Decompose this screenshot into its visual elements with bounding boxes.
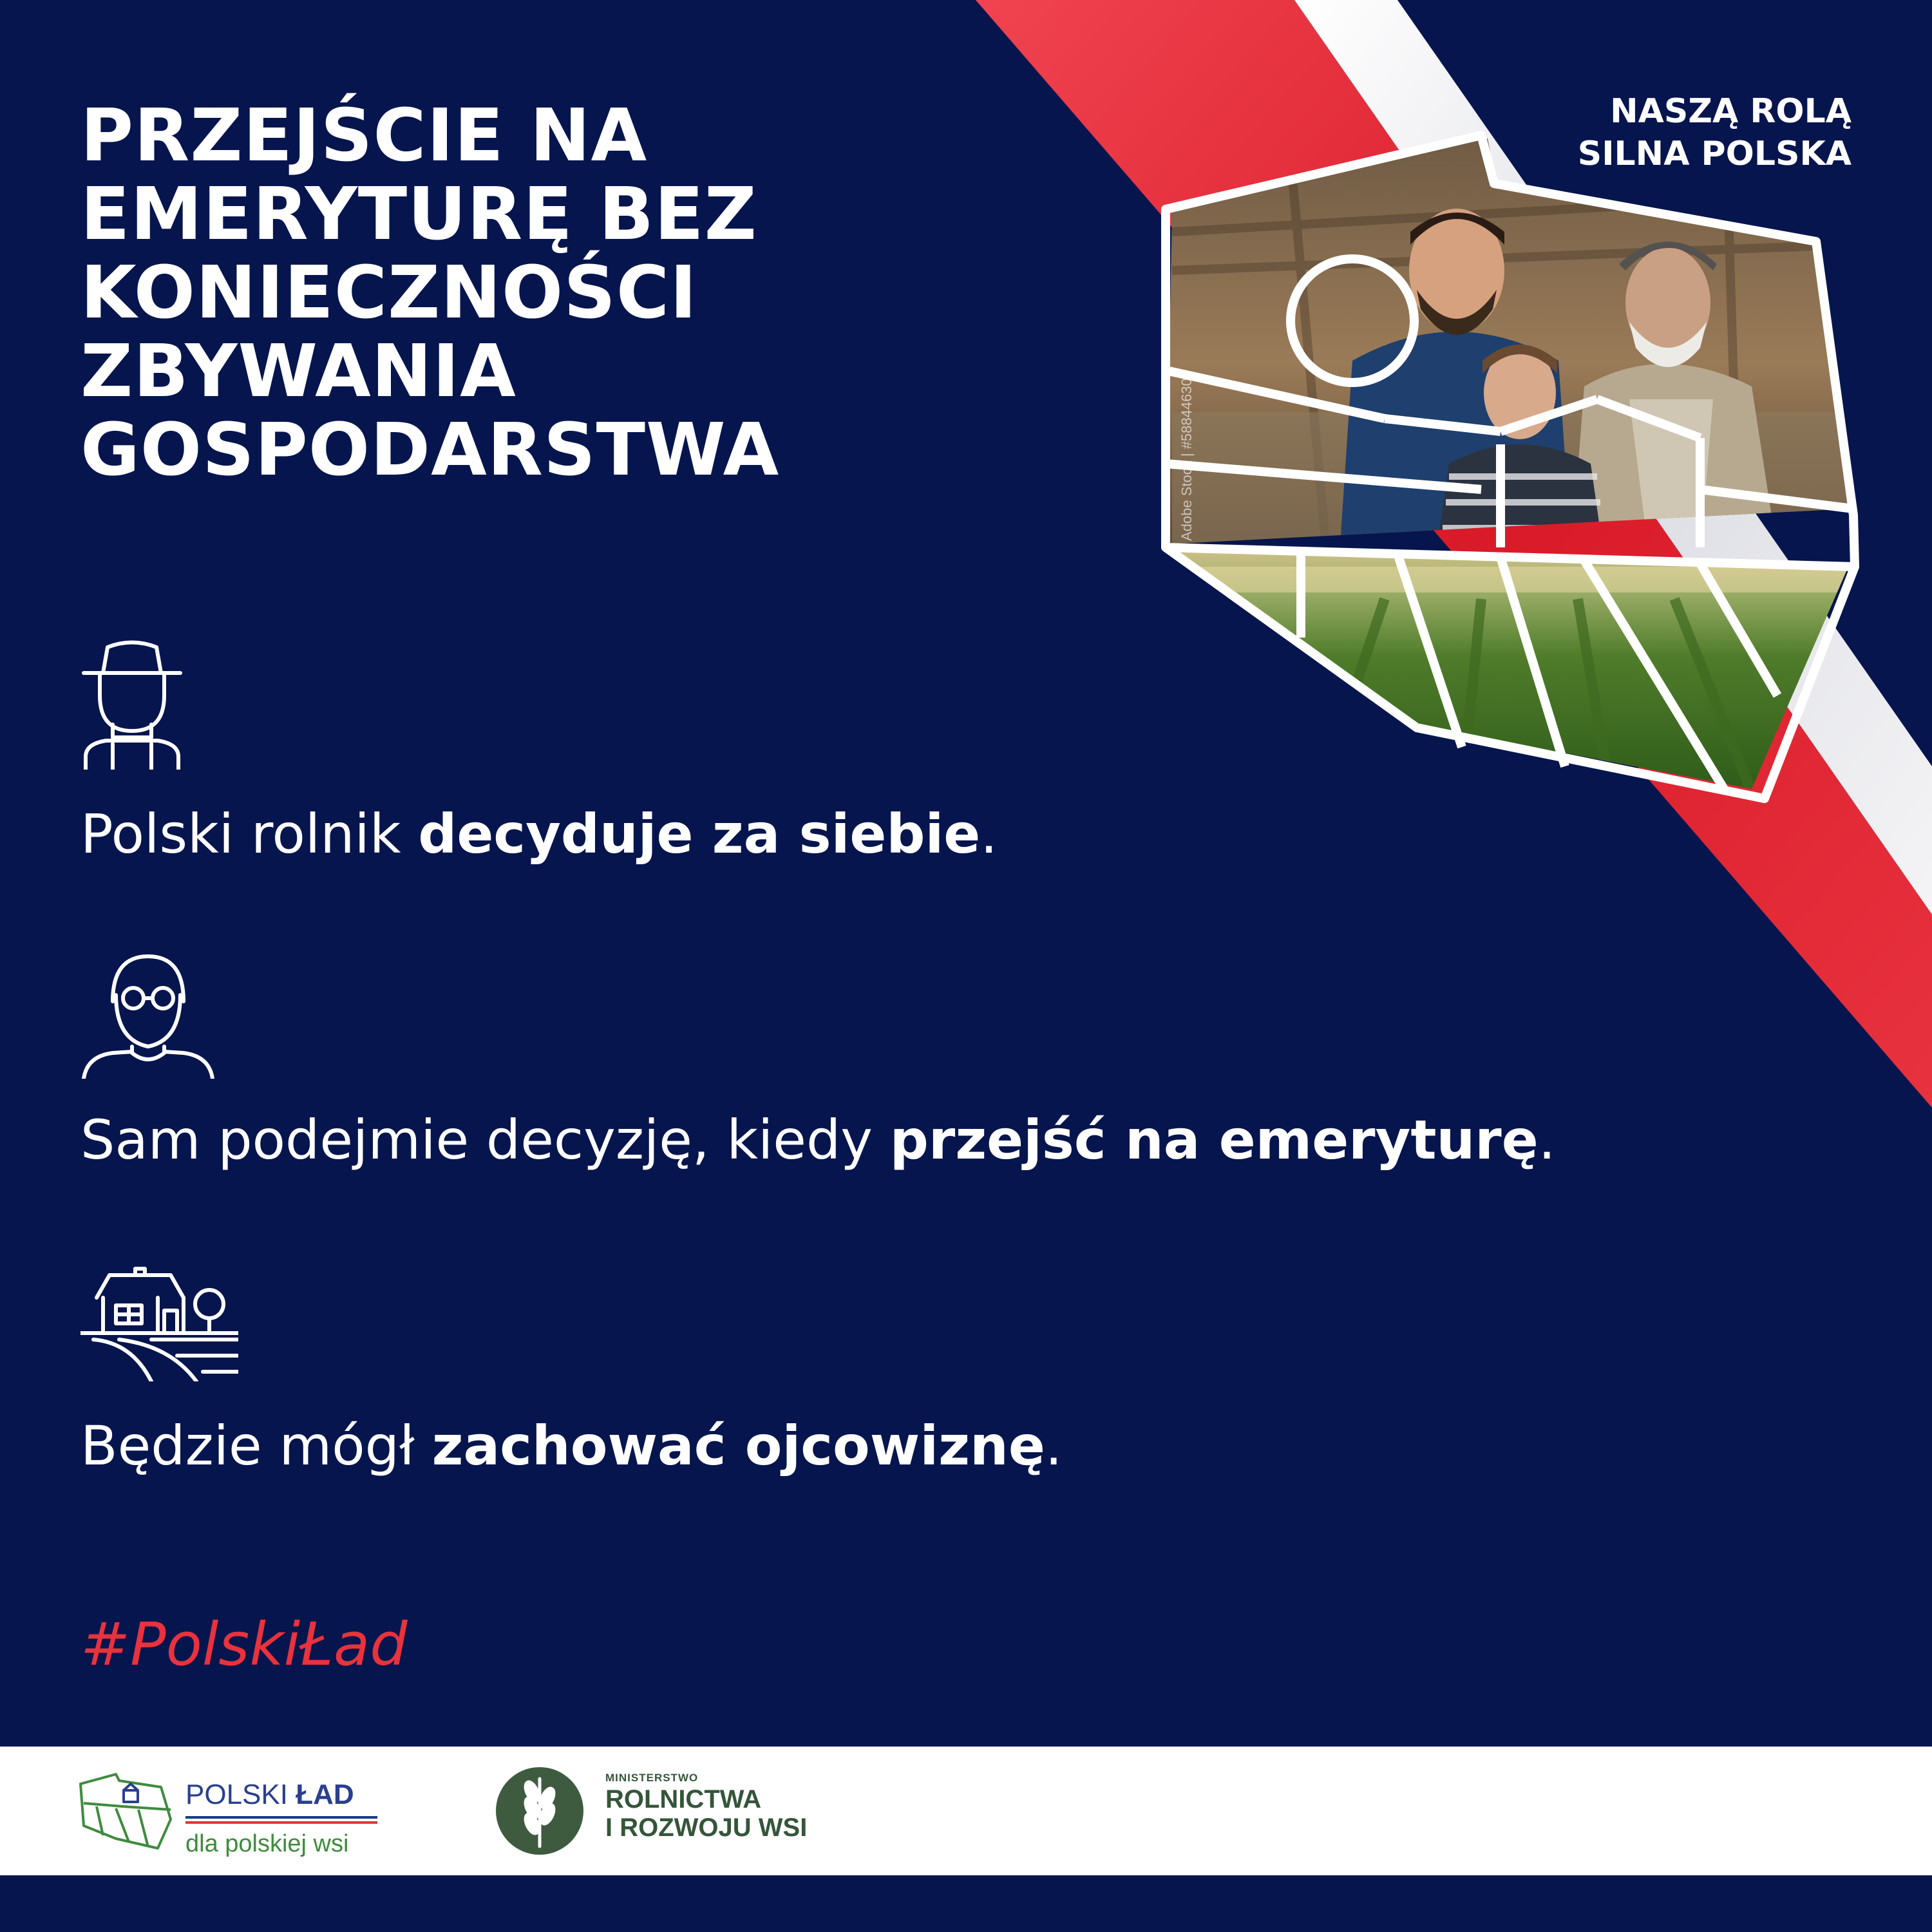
polski-lad-logo bbox=[185, 1779, 377, 1858]
headline-line: GOSPODARSTWA bbox=[80, 408, 780, 492]
ministry-line1: ROLNICTWA bbox=[605, 1785, 762, 1814]
statement-heritage bbox=[80, 1414, 1063, 1478]
farmhouse-icon bbox=[80, 1265, 238, 1381]
headline bbox=[80, 94, 918, 492]
statement-emphasis: przejść na emeryturę bbox=[889, 1108, 1539, 1171]
statement-emphasis: zachować ojcowiznę bbox=[431, 1414, 1045, 1477]
statement-emphasis: decyduje za siebie bbox=[418, 802, 981, 866]
farmer-hat-icon bbox=[80, 634, 184, 770]
statement-text: Polski rolnik bbox=[80, 802, 419, 866]
wheat-emblem-icon bbox=[495, 1766, 585, 1856]
polski-lad-wordmark bbox=[185, 1779, 377, 1811]
tagline-line: NASZĄ ROLĄ bbox=[1610, 92, 1852, 131]
statement-text: . bbox=[1045, 1414, 1063, 1477]
statement-text: Sam podejmie decyzję, kiedy bbox=[80, 1108, 890, 1171]
logo-rule-blue bbox=[185, 1816, 377, 1819]
statement-retirement bbox=[80, 1108, 1555, 1172]
tagline-line: SILNA POLSKA bbox=[1577, 135, 1852, 173]
hashtag: #PolskiŁad bbox=[80, 1610, 408, 1679]
headline-line: ZBYWANIA bbox=[80, 330, 516, 413]
ministry-logo bbox=[605, 1771, 807, 1842]
ministry-line2: I ROZWOJU WSI bbox=[605, 1814, 808, 1842]
polski-lad-word1: POLSKI bbox=[185, 1779, 296, 1810]
polski-lad-subtitle: dla polskiej wsi bbox=[185, 1830, 349, 1857]
photo-watermark: Adobe Stock | #588446306 bbox=[1179, 370, 1195, 541]
polski-lad-word2: ŁAD bbox=[296, 1779, 354, 1810]
headline-line: EMERYTURĘ BEZ bbox=[80, 173, 757, 256]
headline-line: PRZEJŚCIE NA bbox=[80, 94, 648, 178]
ministry-small: MINISTERSTWO bbox=[605, 1772, 699, 1784]
statement-text: . bbox=[980, 802, 998, 866]
footer-logo-bar bbox=[0, 1747, 1932, 1875]
poland-map-logo-icon bbox=[77, 1771, 174, 1852]
tagline bbox=[1578, 90, 1852, 175]
headline-line: KONIECZNOŚCI bbox=[80, 251, 697, 335]
logo-rule-red bbox=[185, 1821, 377, 1824]
statement-text: . bbox=[1538, 1108, 1556, 1171]
statement-farmer-decides bbox=[80, 802, 998, 866]
statement-text: Będzie mógł bbox=[80, 1414, 432, 1477]
elderly-man-icon bbox=[80, 950, 216, 1079]
